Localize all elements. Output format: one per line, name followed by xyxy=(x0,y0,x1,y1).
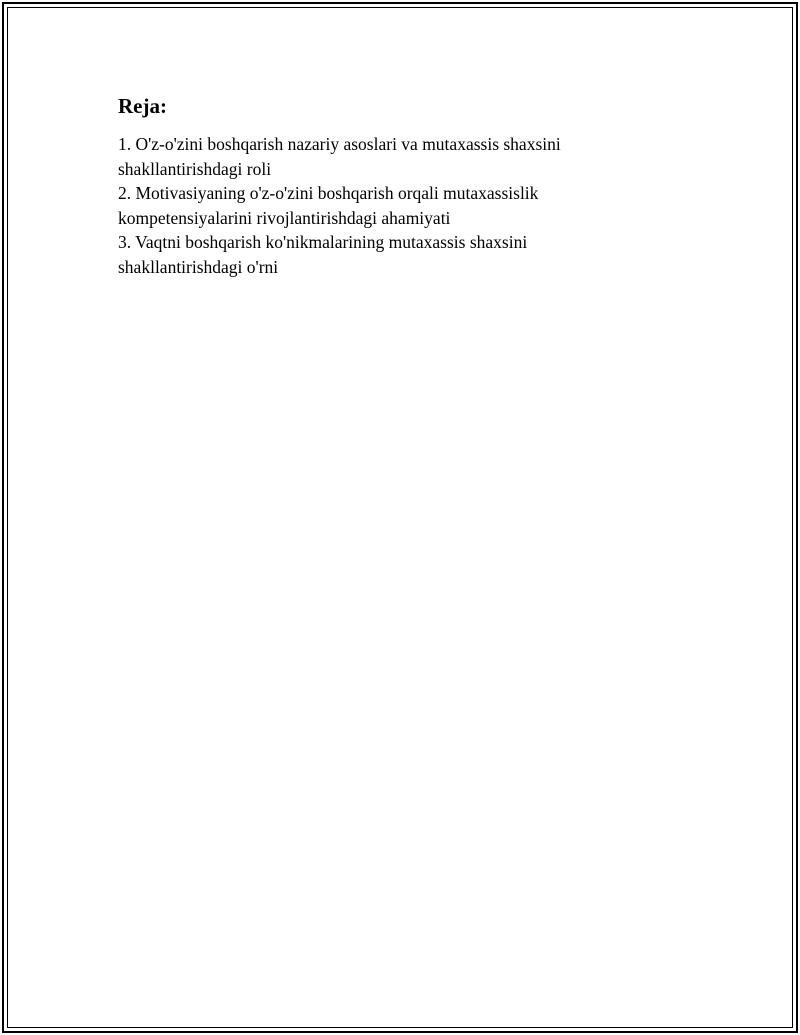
plan-item-3: 3. Vaqtni boshqarish ko'nikmalarining mutaxassis shaxsini shakllantirishdagi o'rni xyxy=(118,232,528,277)
plan-list xyxy=(118,132,678,279)
plan-item-2: 2. Motivasiyaning o'z-o'zini boshqarish orqali mutaxassislik kompetensiyalarini rivojlantirishdagi ahamiyati xyxy=(118,183,539,228)
plan-heading: Reja: xyxy=(118,94,167,118)
plan-item-1: 1. O'z-o'zini boshqarish nazariy asoslari va mutaxassis shaxsini shakllantirishdagi roli xyxy=(118,134,561,179)
plan-section xyxy=(118,92,678,279)
